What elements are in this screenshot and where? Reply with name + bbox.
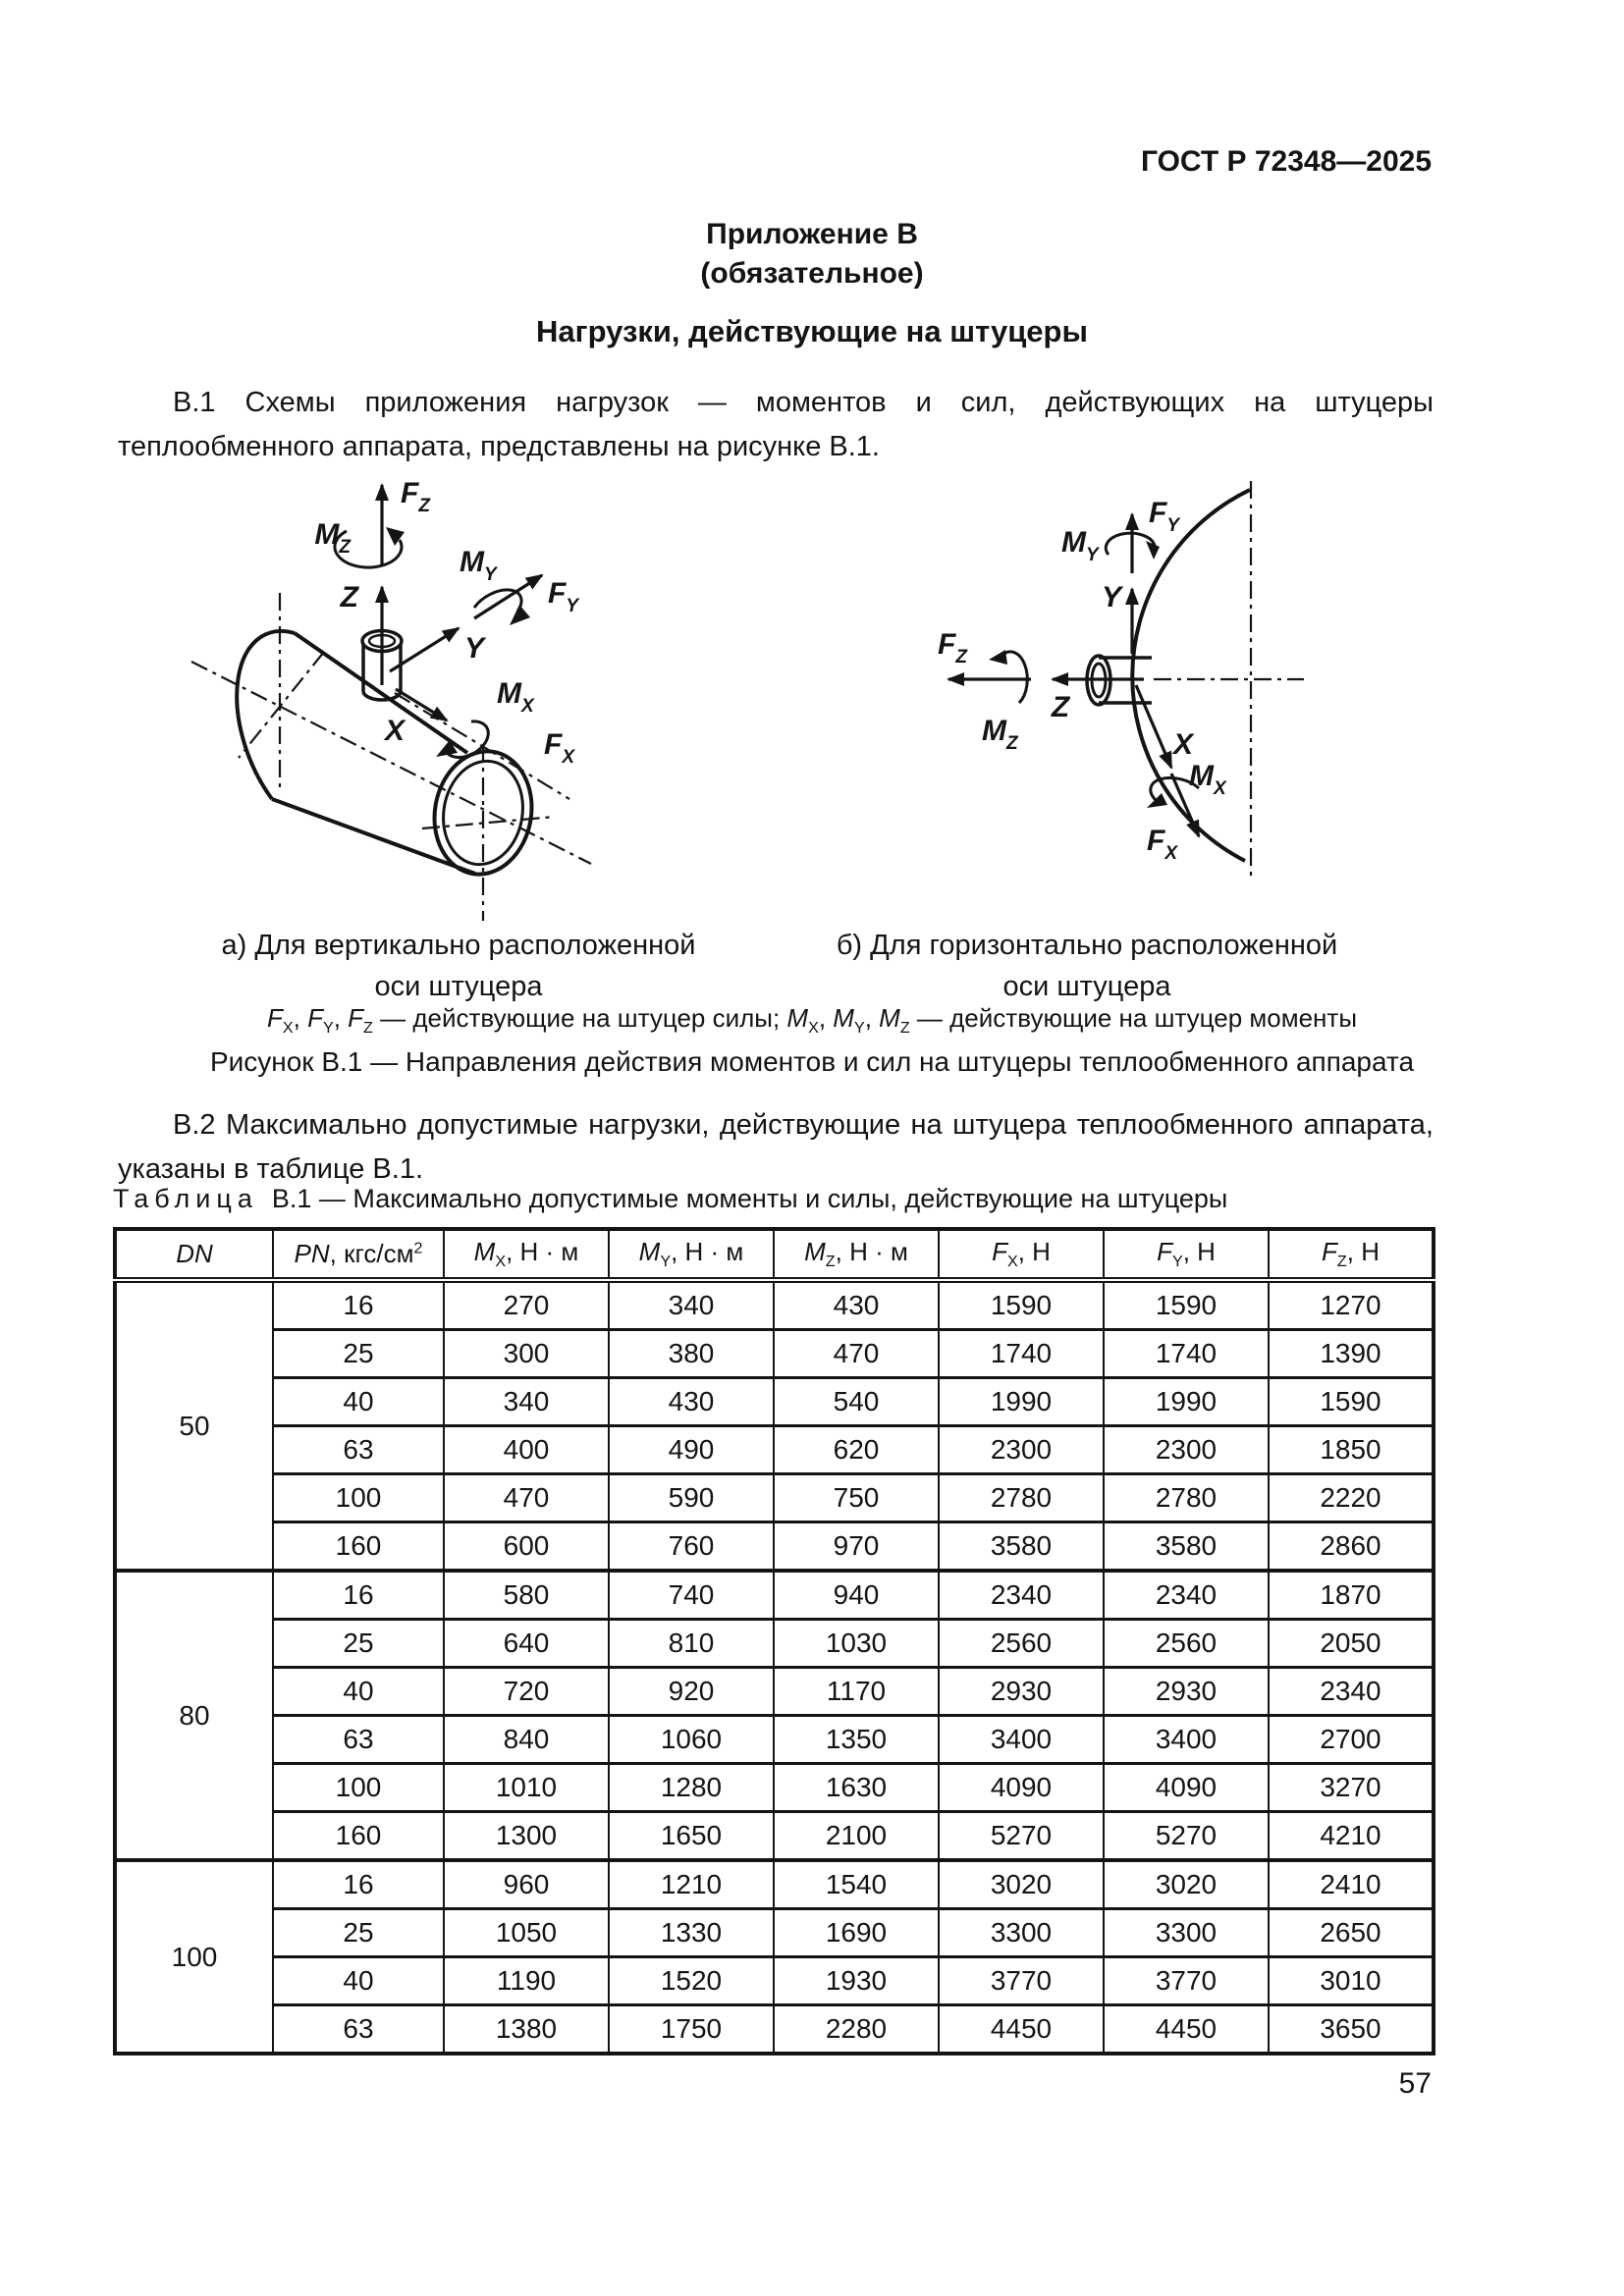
axis-label-fy: $F_Y$: [1149, 497, 1180, 536]
table-cell: 2340: [1104, 1571, 1269, 1620]
table-cell: 380: [609, 1330, 774, 1378]
table-cell: 300: [444, 1330, 609, 1378]
table-row: [115, 1330, 1434, 1378]
table-cell: 2100: [774, 1812, 939, 1861]
table-cell: 1990: [939, 1378, 1104, 1426]
table-cell: 63: [273, 2005, 444, 2055]
table-row: [115, 1426, 1434, 1474]
table-cell: 3770: [1104, 1957, 1269, 2005]
table-row: [115, 1620, 1434, 1668]
table-cell: 2700: [1269, 1716, 1434, 1764]
table-cell: 3270: [1269, 1764, 1434, 1812]
table-cell: 620: [774, 1426, 939, 1474]
table-cell: 2340: [939, 1571, 1104, 1620]
table-cell: 720: [444, 1668, 609, 1716]
loads-table: [113, 1227, 1435, 2056]
table-cell: 540: [774, 1378, 939, 1426]
table-cell: 1390: [1269, 1330, 1434, 1378]
table-cell: 1740: [939, 1330, 1104, 1378]
table-cell: 1380: [444, 2005, 609, 2055]
table-cell: 2300: [939, 1426, 1104, 1474]
table-cell: 100: [273, 1474, 444, 1522]
axis-label-my: $M_Y$: [1061, 526, 1099, 565]
table-cell: 400: [444, 1426, 609, 1474]
axis-label-x: X: [384, 715, 406, 747]
table-cell: 1540: [774, 1860, 939, 1909]
table-cell: 40: [273, 1668, 444, 1716]
table-cell: 5270: [939, 1812, 1104, 1861]
table-cell: 1060: [609, 1716, 774, 1764]
table-cell: 1190: [444, 1957, 609, 2005]
table-cell: 2930: [1104, 1668, 1269, 1716]
table-cell: 100: [273, 1764, 444, 1812]
table-cell: 1210: [609, 1860, 774, 1909]
table-cell: 940: [774, 1571, 939, 1620]
table-cell: 3010: [1269, 1957, 1434, 2005]
table-cell: 470: [774, 1330, 939, 1378]
table-cell: 600: [444, 1522, 609, 1572]
dn-group-cell: 100: [115, 1860, 273, 2054]
table-row: [115, 1860, 1434, 1909]
table-cell: 1050: [444, 1909, 609, 1957]
table-caption-text: В.1 — Максимально допустимые моменты и силы, действующие на штуцеры: [271, 1184, 1228, 1213]
table-cell: 1930: [774, 1957, 939, 2005]
table-cell: 810: [609, 1620, 774, 1668]
table-row: [115, 2005, 1434, 2055]
axis-label-fz: $F_Z$: [938, 628, 967, 667]
axis-label-mx: $M_X$: [497, 677, 534, 717]
table-cell: 430: [774, 1280, 939, 1330]
table-cell: 160: [273, 1522, 444, 1572]
table-cell: 4450: [939, 2005, 1104, 2055]
table-cell: 1990: [1104, 1378, 1269, 1426]
axis-label-y: Y: [463, 632, 485, 665]
table-cell: 470: [444, 1474, 609, 1522]
cylinder-shell: [237, 631, 541, 882]
table-cell: 340: [609, 1280, 774, 1330]
dn-group-cell: 50: [115, 1280, 273, 1571]
table-cell: 2560: [939, 1620, 1104, 1668]
table-cell: 16: [273, 1860, 444, 1909]
table-row: [115, 1668, 1434, 1716]
appendix-type: (обязательное): [700, 257, 924, 290]
table-cell: 25: [273, 1909, 444, 1957]
table-cell: 2280: [774, 2005, 939, 2055]
table-cell: 920: [609, 1668, 774, 1716]
table-cell: 63: [273, 1716, 444, 1764]
figure-a-diagram: [147, 454, 731, 923]
table-cell: 3020: [1104, 1860, 1269, 1909]
table-cell: 1330: [609, 1909, 774, 1957]
axis-label-mx: $M_X$: [1189, 760, 1226, 799]
table-caption-word: Таблица: [113, 1184, 258, 1213]
table-cell: 2860: [1269, 1522, 1434, 1572]
column-header: PN, кгс/$см^2$: [273, 1229, 444, 1280]
table-cell: 740: [609, 1571, 774, 1620]
table-cell: 3020: [939, 1860, 1104, 1909]
appendix-title: Нагрузки, действующие на штуцеры: [536, 314, 1088, 348]
table-row: [115, 1957, 1434, 2005]
table-row: [115, 1716, 1434, 1764]
table-cell: 1520: [609, 1957, 774, 2005]
figure-b-caption: б) Для горизонтально расположенной оси штуцера: [836, 930, 1338, 1002]
table-cell: 40: [273, 1378, 444, 1426]
table-cell: 1170: [774, 1668, 939, 1716]
table-cell: 270: [444, 1280, 609, 1330]
column-header: DN: [115, 1229, 273, 1280]
column-header: $M_X$, Н · м: [444, 1229, 609, 1280]
table-cell: 340: [444, 1378, 609, 1426]
table-cell: 3300: [939, 1909, 1104, 1957]
table-cell: 960: [444, 1860, 609, 1909]
table-cell: 160: [273, 1812, 444, 1861]
table-body: [115, 1280, 1434, 2054]
axis-label-z: Z: [1051, 691, 1070, 723]
dn-group-cell: 80: [115, 1571, 273, 1860]
table-cell: 1350: [774, 1716, 939, 1764]
figure-a-caption: а) Для вертикально расположенной оси штуцера: [221, 930, 696, 1002]
table-cell: 25: [273, 1330, 444, 1378]
table-cell: 1590: [1269, 1378, 1434, 1426]
axis-label-mz: $M_Z$: [982, 715, 1018, 754]
axis-label-mz: $M_Z$: [314, 518, 351, 558]
table-cell: 1750: [609, 2005, 774, 2055]
table-row: [115, 1909, 1434, 1957]
table-row: [115, 1812, 1434, 1861]
figure-caption: Рисунок В.1 — Направления действия моментов и сил на штуцеры теплообменного аппарата: [209, 1046, 1415, 1077]
table-cell: 2220: [1269, 1474, 1434, 1522]
table-cell: 40: [273, 1957, 444, 2005]
table-cell: 2780: [1104, 1474, 1269, 1522]
force-arrows: [948, 514, 1199, 836]
paragraph-b2: В.2 Максимально допустимые нагрузки, действующие на штуцера теплообменного аппарата, указаны в таблице В.1.: [118, 1109, 1434, 1185]
table-cell: 2050: [1269, 1620, 1434, 1668]
table-cell: 4090: [939, 1764, 1104, 1812]
table-cell: 580: [444, 1571, 609, 1620]
axis-label-y: Y: [1101, 581, 1122, 614]
table-cell: 3580: [939, 1522, 1104, 1572]
table-header-row: [115, 1229, 1434, 1280]
table-caption: [113, 1184, 1227, 1214]
table-cell: 3580: [1104, 1522, 1269, 1572]
center-lines: [191, 593, 591, 921]
table-cell: 840: [444, 1716, 609, 1764]
figure-legend: $F_X$, $F_Y$, $F_Z$ — действующие на штуцер силы; $M_X$, $M_Y$, $M_Z$ — действующие на штуцер моменты: [266, 1003, 1358, 1038]
column-header: $F_Y$, Н: [1104, 1229, 1269, 1280]
table-cell: 5270: [1104, 1812, 1269, 1861]
axis-label-fz: $F_Z$: [401, 477, 430, 516]
appendix-label: Приложение В: [706, 218, 918, 250]
axis-label-fx: $F_X$: [1147, 825, 1178, 864]
table-row: [115, 1522, 1434, 1572]
table-cell: 2930: [939, 1668, 1104, 1716]
table-row: [115, 1378, 1434, 1426]
table-row: [115, 1474, 1434, 1522]
column-header: $M_Z$, Н · м: [774, 1229, 939, 1280]
table-cell: 430: [609, 1378, 774, 1426]
table-cell: 4450: [1104, 2005, 1269, 2055]
table-cell: 2300: [1104, 1426, 1269, 1474]
table-cell: 760: [609, 1522, 774, 1572]
table-cell: 25: [273, 1620, 444, 1668]
table-cell: 2560: [1104, 1620, 1269, 1668]
table-cell: 1030: [774, 1620, 939, 1668]
table-cell: 1850: [1269, 1426, 1434, 1474]
column-header: $M_Y$, Н · м: [609, 1229, 774, 1280]
table-cell: 1270: [1269, 1280, 1434, 1330]
axis-labels: [314, 477, 580, 768]
axis-label-x: X: [1172, 728, 1194, 761]
table-cell: 970: [774, 1522, 939, 1572]
table-row: [115, 1571, 1434, 1620]
table-cell: 2410: [1269, 1860, 1434, 1909]
table-cell: 4090: [1104, 1764, 1269, 1812]
standard-designation: ГОСТ Р 72348—2025: [1140, 145, 1432, 178]
axis-label-fy: $F_Y$: [548, 577, 579, 616]
table-cell: 1280: [609, 1764, 774, 1812]
table-cell: 1590: [1104, 1280, 1269, 1330]
table-cell: 3300: [1104, 1909, 1269, 1957]
center-lines: [1154, 481, 1304, 880]
table-cell: 63: [273, 1426, 444, 1474]
axis-label-z: Z: [340, 581, 358, 614]
table-cell: 2340: [1269, 1668, 1434, 1716]
table-cell: 1690: [774, 1909, 939, 1957]
column-header: $F_X$, Н: [939, 1229, 1104, 1280]
table-cell: 590: [609, 1474, 774, 1522]
table-cell: 1630: [774, 1764, 939, 1812]
axis-label-my: $M_Y$: [460, 546, 497, 585]
axis-label-fx: $F_X$: [544, 728, 575, 768]
table-cell: 4210: [1269, 1812, 1434, 1861]
table-cell: 3400: [939, 1716, 1104, 1764]
table-cell: 640: [444, 1620, 609, 1668]
table-row: [115, 1764, 1434, 1812]
table-cell: 1590: [939, 1280, 1104, 1330]
table-cell: 3650: [1269, 2005, 1434, 2055]
table-cell: 2650: [1269, 1909, 1434, 1957]
column-header: $F_Z$, Н: [1269, 1229, 1434, 1280]
page-number: 57: [1398, 2067, 1432, 2100]
table-cell: 16: [273, 1280, 444, 1330]
table-cell: 2780: [939, 1474, 1104, 1522]
table-cell: 3400: [1104, 1716, 1269, 1764]
table-cell: 1300: [444, 1812, 609, 1861]
table-cell: 1870: [1269, 1571, 1434, 1620]
table-cell: 1650: [609, 1812, 774, 1861]
table-cell: 1740: [1104, 1330, 1269, 1378]
table-cell: 750: [774, 1474, 939, 1522]
paragraph-b1: В.1 Схемы приложения нагрузок — моментов и сил, действующих на штуцеры теплообменного аппарата, представлены на рисунке В.1.: [118, 387, 1434, 462]
table-cell: 1010: [444, 1764, 609, 1812]
table-cell: 490: [609, 1426, 774, 1474]
table-row: [115, 1280, 1434, 1330]
table-cell: 16: [273, 1571, 444, 1620]
x-axis-arrow: [1136, 685, 1171, 768]
figure-b-diagram: [864, 454, 1419, 923]
table-cell: 3770: [939, 1957, 1104, 2005]
